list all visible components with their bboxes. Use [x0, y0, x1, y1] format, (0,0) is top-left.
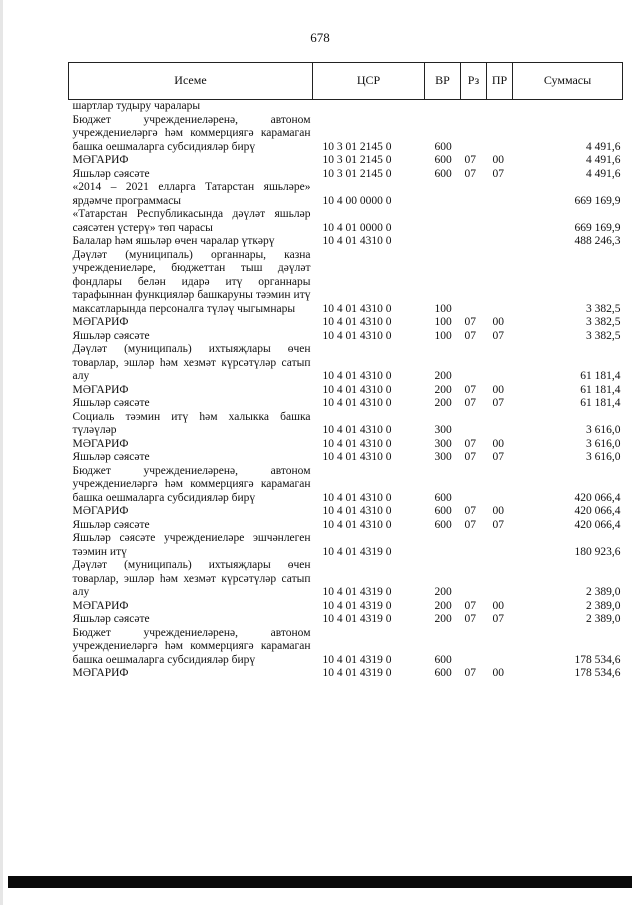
- table-row: [69, 627, 623, 668]
- cell-sum: 3 616,0: [586, 437, 621, 450]
- table-row: [69, 532, 623, 559]
- cell-sum: 3 382,5: [586, 329, 621, 342]
- header-pr: ПР: [487, 63, 513, 100]
- cell-sum: 3 616,0: [586, 451, 621, 463]
- cell-rz: [461, 249, 487, 317]
- cell-rz: [461, 627, 487, 668]
- cell-name: Бюджет учреждениеләренә, автоном учреждениеләргә һәм коммерциягә карамаган башка оешмаларга субсидияләр бирү: [72, 626, 311, 666]
- table-row: [69, 154, 623, 168]
- cell-name: МӘГАРИФ: [72, 437, 129, 450]
- page-number: 678: [310, 30, 330, 45]
- cell-rz: [461, 532, 487, 559]
- cell-sum: 669 169,9: [574, 194, 621, 207]
- cell-name: Яшьләр сәясәте: [72, 451, 150, 463]
- cell-rz: [461, 465, 487, 506]
- cell-pr: [487, 249, 513, 317]
- cell-sum: 178 534,6: [574, 667, 621, 679]
- header-rz: Рз: [461, 63, 487, 100]
- cell-rz: 07: [464, 451, 476, 463]
- cell-rz: 07: [464, 505, 476, 517]
- cell-csr: 10 4 01 4310 0: [322, 329, 392, 342]
- cell-name: Социаль тәэмин итү һәм халыкка башка түләүләр: [72, 410, 311, 436]
- cell-name: МӘГАРИФ: [72, 316, 129, 328]
- cell-csr: 10 4 01 4310 0: [322, 505, 392, 517]
- cell-vr: [425, 100, 461, 114]
- cell-name: Дәүләт (муниципаль) ихтыяҗлары өчен товарлар, эшләр һәм хезмәт күрсәтүләр сатып алу: [72, 559, 311, 598]
- table-row: [69, 465, 623, 506]
- cell-vr: [425, 235, 461, 249]
- table-row: [69, 438, 623, 452]
- cell-sum: 3 382,5: [586, 316, 621, 328]
- cell-sum: 180 923,6: [574, 545, 621, 558]
- cell-vr: 100: [434, 302, 452, 315]
- cell-vr: 600: [434, 653, 452, 666]
- cell-csr: 10 4 01 4310 0: [322, 235, 392, 247]
- cell-name: Дәүләт (муниципаль) ихтыяҗлары өчен товарлар, эшләр һәм хезмәт күрсәтүләр сатып алу: [72, 343, 311, 382]
- cell-pr: 00: [492, 505, 504, 517]
- table-row: [69, 330, 623, 344]
- cell-vr: 200: [434, 599, 452, 612]
- cell-sum: 61 181,4: [580, 383, 621, 396]
- cell-pr: [487, 465, 513, 506]
- cell-pr: [487, 100, 513, 114]
- cell-vr: [425, 208, 461, 235]
- cell-vr: 200: [434, 370, 452, 382]
- cell-csr: 10 4 01 4319 0: [322, 599, 392, 612]
- cell-pr: 00: [492, 154, 504, 166]
- cell-vr: [425, 532, 461, 559]
- cell-csr: 10 4 01 4310 0: [322, 491, 392, 504]
- cell-vr: 600: [434, 667, 452, 679]
- budget-table: [68, 62, 623, 681]
- cell-rz: 07: [464, 154, 476, 166]
- table-row: [69, 600, 623, 614]
- cell-sum: 669 169,9: [574, 221, 621, 234]
- cell-csr: 10 4 01 4319 0: [322, 613, 392, 625]
- cell-pr: [487, 532, 513, 559]
- cell-sum: [513, 100, 623, 114]
- cell-vr: [425, 181, 461, 208]
- cell-vr: 600: [434, 154, 452, 166]
- table-row: [69, 100, 623, 114]
- cell-name: Бюджет учреждениеләренә, автоном учреждениеләргә һәм коммерциягә карамаган башка оешмаларга субсидияләр бирү: [72, 113, 311, 153]
- cell-rz: 07: [464, 397, 476, 409]
- cell-rz: 07: [464, 518, 476, 531]
- cell-vr: 600: [434, 140, 452, 153]
- cell-rz: [461, 100, 487, 114]
- cell-vr: 600: [434, 167, 452, 180]
- cell-csr: 10 4 01 4310 0: [322, 397, 392, 409]
- table-header: [69, 63, 623, 100]
- cell-name: Яшьләр сәясәте: [72, 518, 150, 531]
- cell-vr: 300: [434, 424, 452, 436]
- cell-pr: [487, 114, 513, 155]
- cell-sum: 4 491,6: [586, 167, 621, 180]
- cell-vr: 300: [434, 451, 452, 463]
- cell-csr: 10 3 01 2145 0: [322, 140, 392, 153]
- cell-sum: 3 616,0: [586, 424, 621, 436]
- cell-name: Дәүләт (муниципаль) органнары, казна учреждениеләре, бюджеттан тыш дәүләт фондлары белән идарә итү органнары тарафыннан функцияләр башкаруны тәэмин итү максатларында персоналга түләү чыгымнары: [72, 248, 311, 315]
- table-row: [69, 613, 623, 627]
- cell-pr: [487, 627, 513, 668]
- cell-name: шартлар тудыру чаралары: [72, 100, 201, 112]
- cell-name: Яшьләр сәясәте учреждениеләре эшчәнлеген тәэмин итү: [72, 532, 311, 558]
- budget-table-container: [68, 62, 622, 681]
- cell-pr: 07: [492, 518, 504, 531]
- cell-csr: 10 4 00 0000 0: [322, 194, 392, 207]
- cell-rz: [461, 208, 487, 235]
- cell-rz: 07: [464, 667, 476, 679]
- table-row: [69, 168, 623, 182]
- cell-name: Яшьләр сәясәте: [72, 329, 150, 342]
- cell-csr: 10 4 01 4319 0: [322, 653, 392, 666]
- cell-pr: 07: [492, 167, 504, 180]
- cell-vr: 100: [434, 329, 452, 342]
- cell-sum: 2 389,0: [586, 613, 621, 625]
- cell-csr: 10 4 01 4310 0: [322, 316, 392, 328]
- cell-name: МӘГАРИФ: [72, 383, 129, 396]
- cell-name: МӘГАРИФ: [72, 154, 129, 166]
- table-row: [69, 397, 623, 411]
- cell-csr: 10 4 01 4310 0: [322, 424, 392, 436]
- cell-csr: 10 4 01 4310 0: [322, 383, 392, 396]
- cell-vr: 100: [434, 316, 452, 328]
- table-row: [69, 667, 623, 681]
- cell-pr: [487, 208, 513, 235]
- cell-name: Балалар һәм яшьләр өчен чаралар үткәрү: [72, 235, 275, 247]
- cell-csr: 10 4 01 4310 0: [322, 302, 392, 315]
- cell-csr: 10 4 01 4319 0: [322, 667, 392, 679]
- cell-pr: 07: [492, 397, 504, 409]
- cell-sum: 4 491,6: [586, 140, 621, 153]
- cell-sum: 61 181,4: [580, 370, 621, 382]
- cell-vr: 200: [434, 613, 452, 625]
- cell-pr: [487, 343, 513, 384]
- cell-vr: 200: [434, 586, 452, 598]
- cell-rz: [461, 411, 487, 438]
- cell-rz: [461, 181, 487, 208]
- cell-csr: 10 4 01 4310 0: [322, 437, 392, 450]
- cell-csr: 10 4 01 4310 0: [322, 518, 392, 531]
- cell-rz: 07: [464, 599, 476, 612]
- table-row: [69, 384, 623, 398]
- cell-csr: 10 4 01 4319 0: [322, 545, 392, 558]
- cell-pr: 00: [492, 667, 504, 679]
- table-row: [69, 235, 623, 249]
- header-csr: ЦСР: [313, 63, 425, 100]
- table-row: [69, 249, 623, 317]
- table-row: [69, 411, 623, 438]
- cell-sum: 3 382,5: [586, 302, 621, 315]
- cell-pr: 00: [492, 437, 504, 450]
- cell-pr: 07: [492, 613, 504, 625]
- cell-pr: [487, 411, 513, 438]
- cell-vr: 300: [434, 437, 452, 450]
- cell-csr: 10 4 01 4310 0: [322, 451, 392, 463]
- cell-pr: 07: [492, 451, 504, 463]
- cell-pr: 00: [492, 383, 504, 396]
- cell-csr: 10 3 01 2145 0: [322, 154, 392, 166]
- cell-sum: 420 066,4: [574, 505, 621, 517]
- table-row: [69, 451, 623, 465]
- cell-rz: 07: [464, 383, 476, 396]
- cell-pr: [487, 559, 513, 600]
- table-row: [69, 343, 623, 384]
- scan-bottom-bar: [8, 876, 632, 888]
- cell-rz: [461, 559, 487, 600]
- table-row: [69, 114, 623, 155]
- cell-name: «2014 – 2021 елларга Татарстан яшьләре» ярдәмче программасы: [72, 181, 311, 207]
- cell-sum: 61 181,4: [580, 397, 621, 409]
- cell-vr: 200: [434, 383, 452, 396]
- scan-left-edge: [0, 0, 3, 905]
- cell-name: МӘГАРИФ: [72, 667, 129, 679]
- cell-vr: 600: [434, 518, 452, 531]
- cell-rz: 07: [464, 167, 476, 180]
- cell-name: МӘГАРИФ: [72, 505, 129, 517]
- cell-pr: 00: [492, 316, 504, 328]
- header-sum: Суммасы: [513, 63, 623, 100]
- cell-pr: [487, 235, 513, 249]
- cell-pr: [487, 181, 513, 208]
- cell-name: Яшьләр сәясәте: [72, 397, 150, 409]
- cell-csr: 10 4 01 4310 0: [322, 370, 392, 382]
- cell-name: Яшьләр сәясәте: [72, 613, 150, 625]
- table-body: [69, 100, 623, 681]
- cell-csr: 10 3 01 2145 0: [322, 167, 392, 180]
- cell-sum: 2 389,0: [586, 586, 621, 598]
- table-row: [69, 208, 623, 235]
- cell-sum: 488 246,3: [574, 235, 621, 247]
- cell-pr: 07: [492, 329, 504, 342]
- cell-vr: 600: [434, 505, 452, 517]
- header-vr: ВР: [425, 63, 461, 100]
- cell-rz: [461, 235, 487, 249]
- cell-rz: [461, 114, 487, 155]
- cell-vr: 600: [434, 491, 452, 504]
- cell-name: Бюджет учреждениеләренә, автоном учреждениеләргә һәм коммерциягә карамаган башка оешмаларга субсидияләр бирү: [72, 464, 311, 504]
- cell-sum: 420 066,4: [574, 518, 621, 531]
- table-row: [69, 316, 623, 330]
- table-row: [69, 505, 623, 519]
- cell-sum: 4 491,6: [586, 154, 621, 166]
- cell-name: Яшьләр сәясәте: [72, 167, 150, 180]
- table-row: [69, 519, 623, 533]
- cell-rz: 07: [464, 613, 476, 625]
- cell-rz: 07: [464, 437, 476, 450]
- cell-pr: 00: [492, 599, 504, 612]
- cell-vr: 200: [434, 397, 452, 409]
- cell-csr: 10 4 01 0000 0: [322, 221, 392, 234]
- cell-name: «Татарстан Республикасында дәүләт яшьләр сәясәтен үстерү» төп чарасы: [72, 208, 311, 234]
- header-name: Исеме: [69, 63, 313, 100]
- table-row: [69, 559, 623, 600]
- table-row: [69, 181, 623, 208]
- cell-rz: 07: [464, 316, 476, 328]
- cell-sum: 420 066,4: [574, 491, 621, 504]
- cell-csr: [313, 100, 425, 114]
- cell-sum: 2 389,0: [586, 599, 621, 612]
- cell-rz: 07: [464, 329, 476, 342]
- cell-sum: 178 534,6: [574, 653, 621, 666]
- cell-name: МӘГАРИФ: [72, 599, 129, 612]
- cell-rz: [461, 343, 487, 384]
- cell-csr: 10 4 01 4319 0: [322, 586, 392, 598]
